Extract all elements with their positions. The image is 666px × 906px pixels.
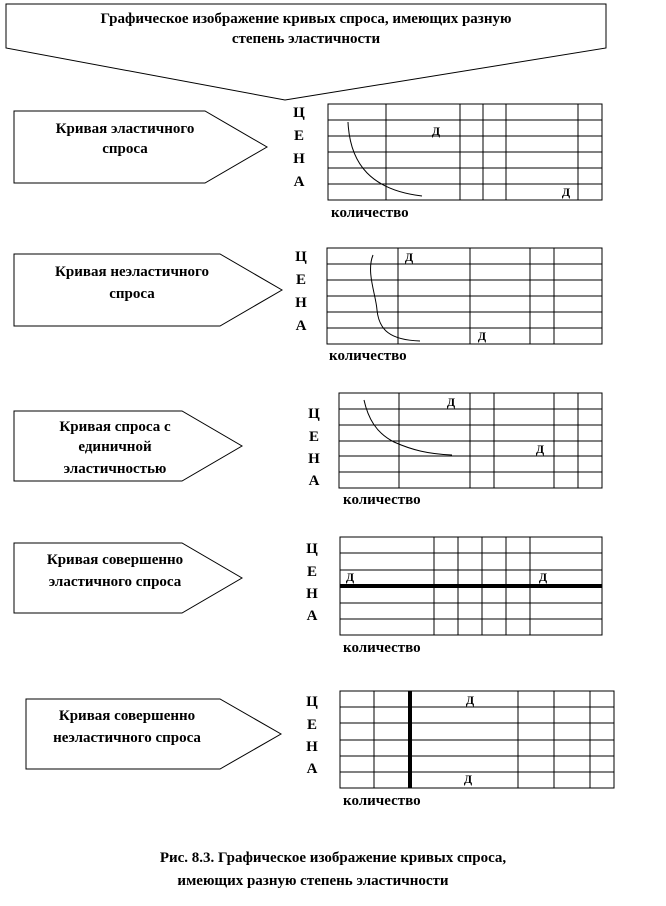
label-arrow <box>14 543 242 613</box>
label-line-2: единичной <box>78 439 152 455</box>
demand-label: Д <box>404 250 414 264</box>
price-letter: Н <box>306 739 318 755</box>
price-letter: Е <box>306 717 318 733</box>
header-banner <box>6 4 606 100</box>
figure-caption-line-2: имеющих разную степень эластичности <box>177 873 449 889</box>
quantity-axis-label: количество <box>343 640 421 656</box>
price-axis-letters <box>295 249 307 334</box>
demand-label: Д <box>345 570 355 584</box>
label-line-2: неэластичного спроса <box>53 730 201 746</box>
label-arrow <box>14 411 242 481</box>
quantity-axis-label: количество <box>329 348 407 364</box>
label-line-1: Кривая совершенно <box>46 552 184 568</box>
panel-perfectly-elastic-demand <box>14 537 602 656</box>
panel-unit-elastic-demand <box>14 393 602 508</box>
label-line-2: спроса <box>102 141 148 157</box>
quantity-axis-label: количество <box>343 492 421 508</box>
price-letter: Е <box>306 564 318 580</box>
price-letter: Ц <box>308 406 320 422</box>
demand-label: Д <box>431 124 441 138</box>
panel-elastic-demand <box>14 104 602 221</box>
label-line-3: эластичностью <box>63 461 167 477</box>
grid <box>327 248 602 344</box>
demand-label: Д <box>535 442 545 456</box>
label-line-1: Кривая совершенно <box>58 708 196 724</box>
label-arrow <box>14 254 282 326</box>
grid <box>339 393 602 488</box>
price-letter: Н <box>306 586 318 602</box>
label-arrow <box>14 111 267 183</box>
price-letter: А <box>308 473 320 489</box>
label-arrow <box>26 699 281 769</box>
price-letter: Н <box>308 451 320 467</box>
demand-label: Д <box>561 185 571 199</box>
demand-curve <box>364 400 452 455</box>
price-axis-letters <box>308 406 320 489</box>
demand-curve <box>348 122 422 196</box>
quantity-axis-label: количество <box>331 205 409 221</box>
price-letter: Ц <box>293 105 305 121</box>
price-letter: Ц <box>295 249 307 265</box>
label-line-1: Кривая спроса с <box>59 419 171 435</box>
price-letter: Е <box>308 429 320 445</box>
price-letter: Е <box>293 128 305 144</box>
price-letter: А <box>306 761 318 777</box>
price-letter: А <box>293 174 305 190</box>
price-letter: Ц <box>306 541 318 557</box>
label-line-2: спроса <box>109 286 155 302</box>
demand-label: Д <box>463 772 473 786</box>
label-line-1: Кривая неэластичного <box>55 264 209 280</box>
label-line-2: эластичного спроса <box>48 574 182 590</box>
panel-inelastic-demand <box>14 248 602 364</box>
demand-label: Д <box>477 329 487 343</box>
price-axis-letters <box>306 541 318 624</box>
demand-label: Д <box>538 570 548 584</box>
grid <box>340 691 614 788</box>
panel-perfectly-inelastic-demand <box>26 691 614 809</box>
price-letter: А <box>306 608 318 624</box>
price-letter: Е <box>295 272 307 288</box>
price-letter: А <box>295 318 307 334</box>
price-letter: Н <box>295 295 307 311</box>
header-line-2: степень эластичности <box>231 31 381 47</box>
demand-label: Д <box>446 395 456 409</box>
price-axis-letters <box>293 105 305 190</box>
figure-caption-line-1: Рис. 8.3. Графическое изображение кривых спроса, <box>159 850 507 866</box>
label-line-1: Кривая эластичного <box>55 121 195 137</box>
header-line-1: Графическое изображение кривых спроса, имеющих разную <box>100 11 512 27</box>
price-letter: Н <box>293 151 305 167</box>
price-letter: Ц <box>306 694 318 710</box>
price-axis-letters <box>306 694 318 777</box>
demand-label: Д <box>465 693 475 707</box>
quantity-axis-label: количество <box>343 793 421 809</box>
